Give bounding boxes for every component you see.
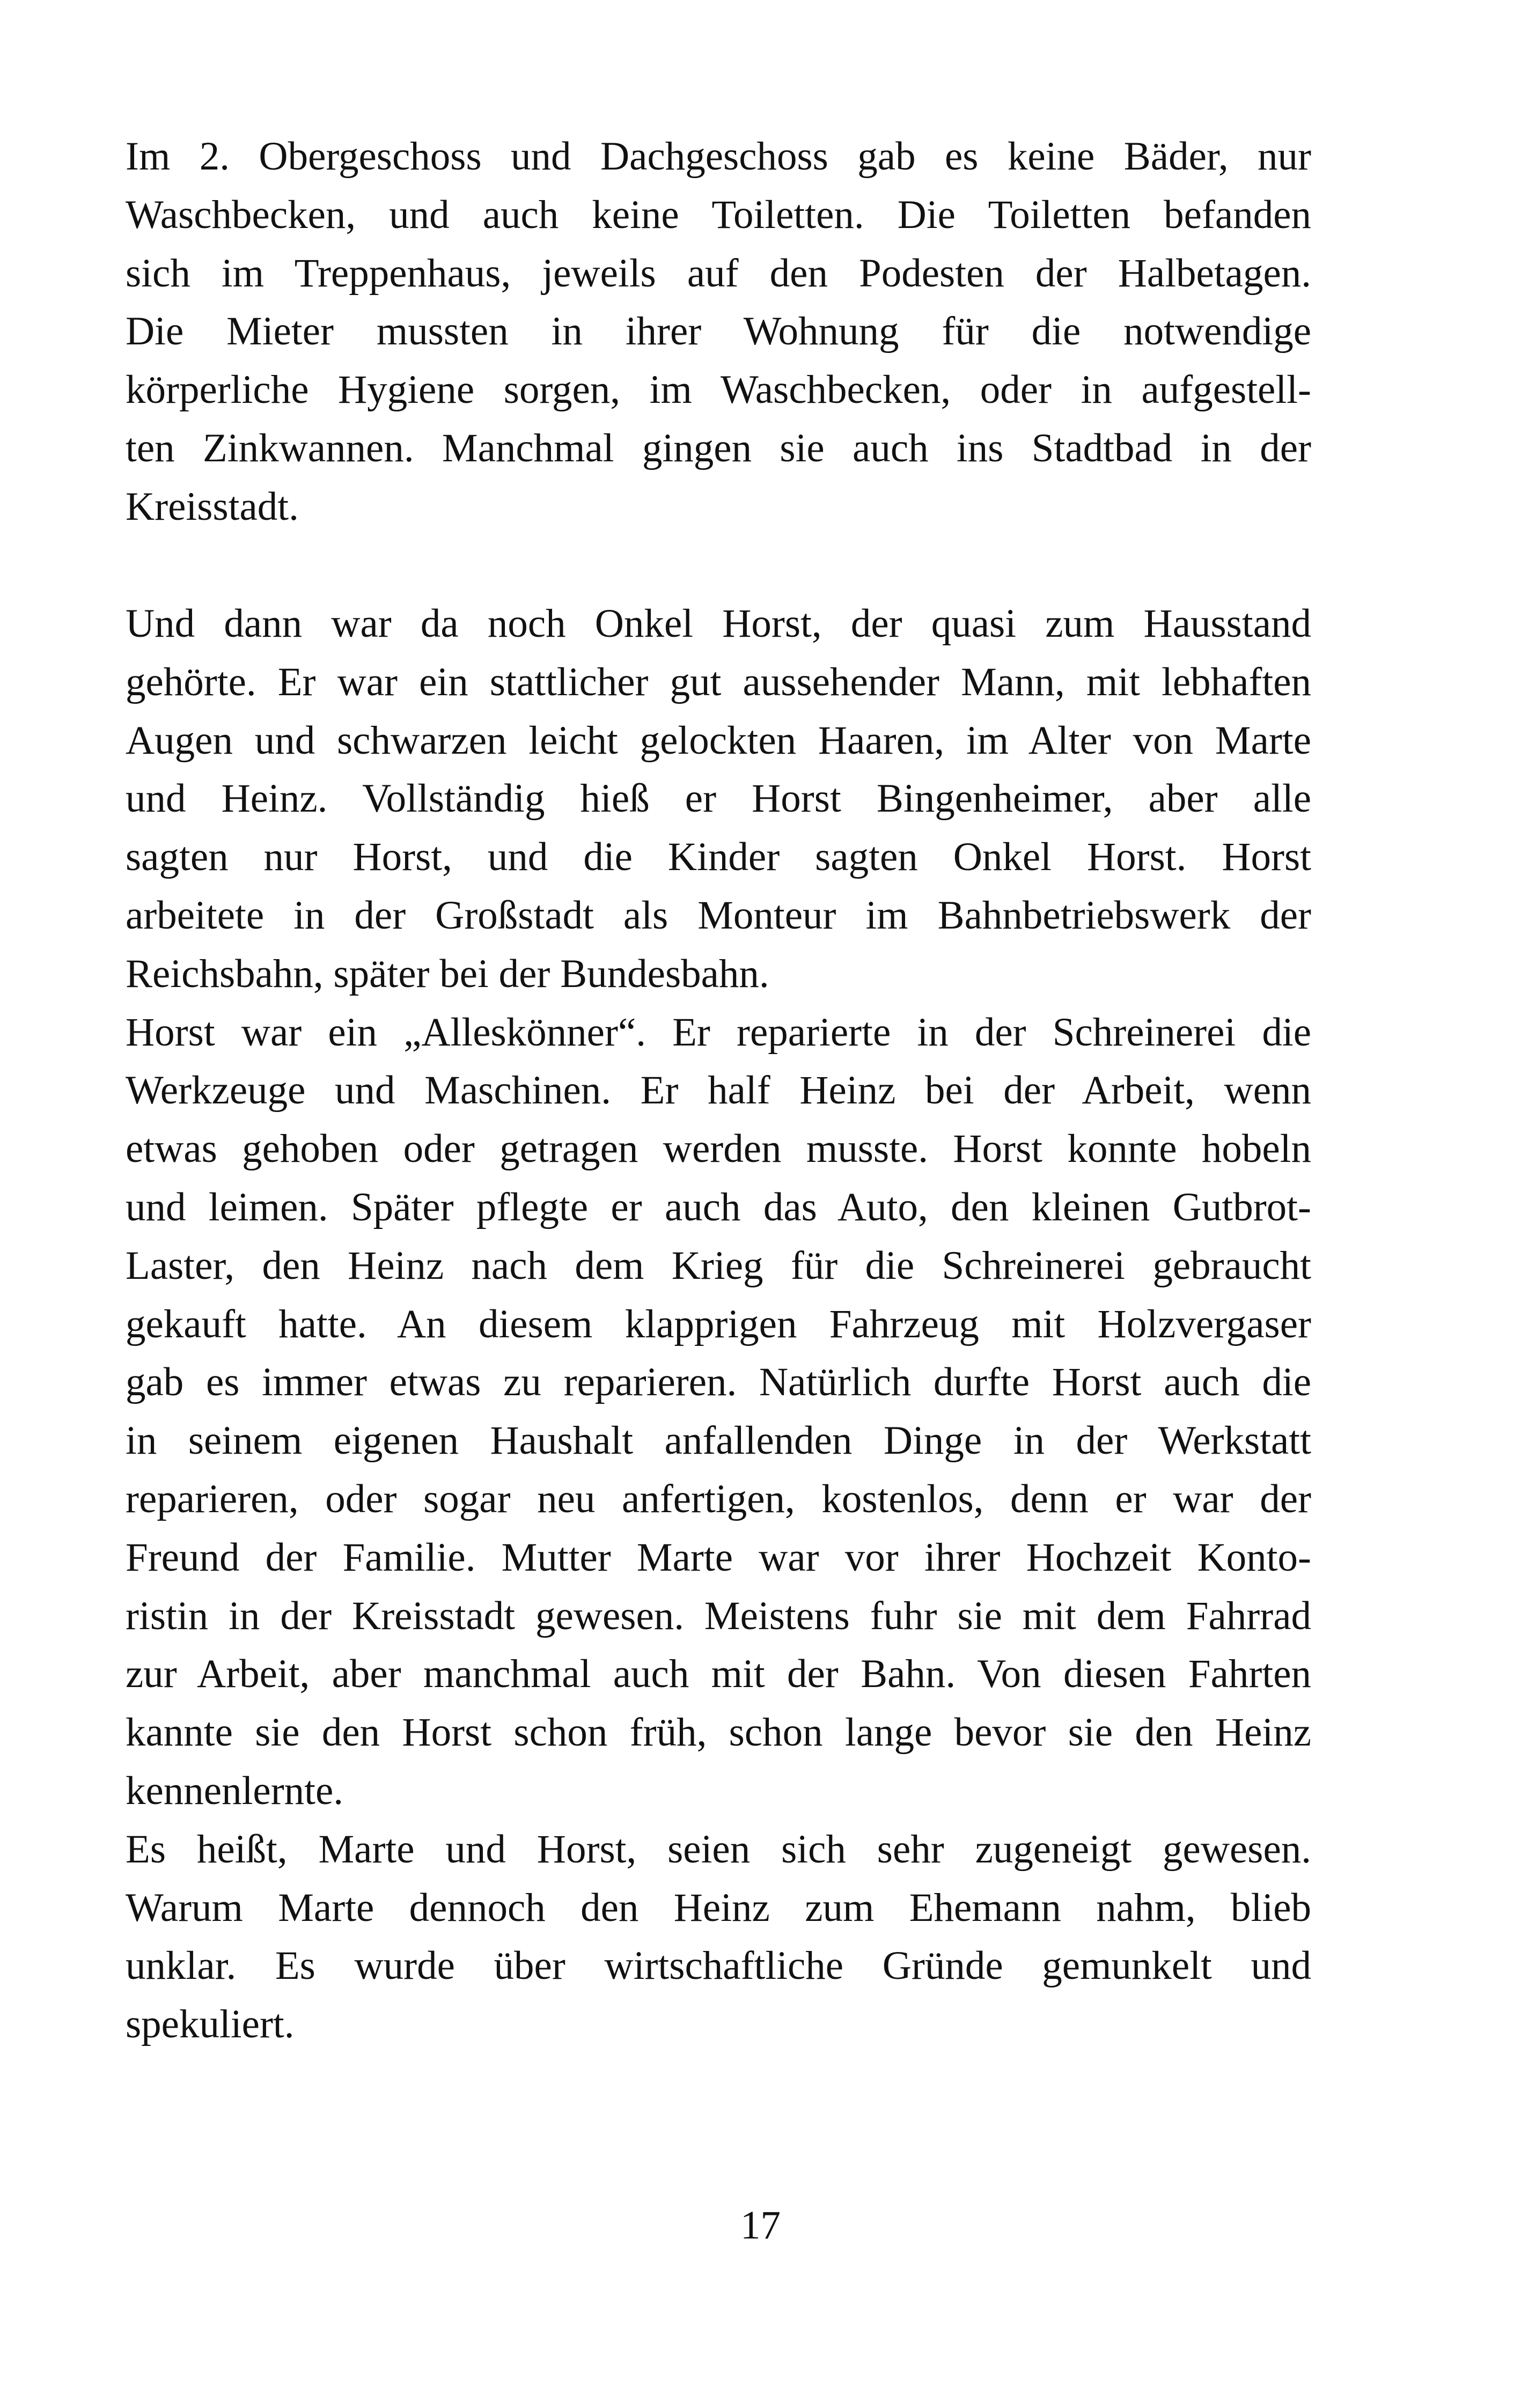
paragraph-alleskoenner [126,1004,1311,1821]
text-line: gehörte. Er war ein stattlicher gut aussehender Mann, mit lebhaften [126,659,1311,704]
text-line: in seinem eigenen Haushalt anfallenden Dinge in der Werkstatt [126,1418,1311,1463]
text-line: etwas gehoben oder getragen werden musste. Horst konnte hobeln [126,1126,1311,1172]
text-line: Und dann war da noch Onkel Horst, der quasi zum Hausstand [126,601,1311,646]
text-line: gekauft hatte. An diesem klapprigen Fahrzeug mit Holzvergaser [126,1301,1311,1346]
text-line: Horst war ein „Alleskönner“. Er reparierte in der Schreinerei die [126,1010,1311,1055]
text-line: spekuliert. [126,2002,295,2047]
text-line: gab es immer etwas zu reparieren. Natürlich durfte Horst auch die [126,1360,1311,1405]
text-line: kennenlernte. [126,1768,344,1813]
text-line: ristin in der Kreisstadt gewesen. Meistens fuhr sie mit dem Fahrrad [126,1593,1311,1638]
text-line: kannte sie den Horst schon früh, schon lange bevor sie den Heinz [126,1710,1311,1755]
text-line: arbeitete in der Großstadt als Monteur im Bahnbetriebswerk der [126,893,1311,938]
text-line: ten Zinkwannen. Manchmal gingen sie auch ins Stadtbad in der [126,425,1311,470]
text-line: Die Mieter mussten in ihrer Wohnung für die notwendige [126,309,1311,354]
text-line: unklar. Es wurde über wirtschaftliche Gründe gemunkelt und [126,1943,1311,1989]
paragraph-onkel-horst [126,595,1311,1004]
text-line: sagten nur Horst, und die Kinder sagten Onkel Horst. Horst [126,835,1311,880]
text-line: Im 2. Obergeschoss und Dachgeschoss gab es keine Bäder, nur [126,134,1311,179]
text-line: zur Arbeit, aber manchmal auch mit der Bahn. Von diesen Fahrten [126,1652,1311,1697]
text-line: sich im Treppenhaus, jeweils auf den Podesten der Halbetagen. [126,251,1311,296]
text-line: Warum Marte dennoch den Heinz zum Ehemann nahm, blieb [126,1885,1311,1930]
text-line: Freund der Familie. Mutter Marte war vor ihrer Hochzeit Konto- [126,1535,1311,1580]
text-line: Augen und schwarzen leicht gelockten Haaren, im Alter von Marte [126,718,1311,763]
paragraph-marte-und-horst [126,1821,1311,2054]
text-line: Reichsbahn, später bei der Bundesbahn. [126,951,769,996]
text-line: Waschbecken, und auch keine Toiletten. Die Toiletten befanden [126,192,1311,237]
text-line: Kreisstadt. [126,484,299,529]
text-line: reparieren, oder sogar neu anfertigen, kostenlos, denn er war der [126,1476,1311,1521]
text-line: Es heißt, Marte und Horst, seien sich sehr zugeneigt gewesen. [126,1827,1311,1872]
text-line: und leimen. Später pflegte er auch das Auto, den kleinen Gutbrot- [126,1184,1311,1229]
text-line: Laster, den Heinz nach dem Krieg für die Schreinerei gebraucht [126,1243,1311,1288]
page-number: 17 [740,2203,781,2248]
text-line: körperliche Hygiene sorgen, im Waschbecken, oder in aufgestell- [126,367,1311,413]
paragraph-bathrooms [126,128,1311,536]
text-line: und Heinz. Vollständig hieß er Horst Bingenheimer, aber alle [126,776,1311,821]
text-line: Werkzeuge und Maschinen. Er half Heinz bei der Arbeit, wenn [126,1068,1311,1113]
